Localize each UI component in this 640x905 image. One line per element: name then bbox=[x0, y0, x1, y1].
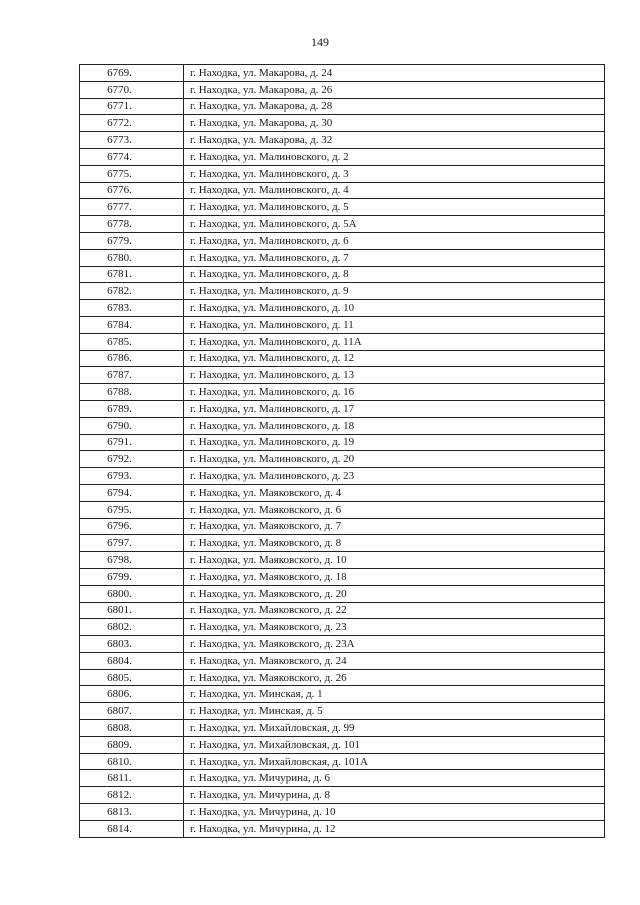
table-row bbox=[80, 484, 605, 501]
table-row bbox=[80, 115, 605, 132]
table-row bbox=[80, 703, 605, 720]
table-row bbox=[80, 232, 605, 249]
address-cell: г. Находка, ул. Малиновского, д. 10 bbox=[184, 300, 605, 317]
row-number-cell: 6785. bbox=[80, 333, 184, 350]
row-number-cell: 6788. bbox=[80, 384, 184, 401]
table-row bbox=[80, 669, 605, 686]
address-cell: г. Находка, ул. Малиновского, д. 23 bbox=[184, 468, 605, 485]
address-cell: г. Находка, ул. Минская, д. 5 bbox=[184, 703, 605, 720]
table-row bbox=[80, 552, 605, 569]
table-row bbox=[80, 652, 605, 669]
address-cell: г. Находка, ул. Михайловская, д. 101А bbox=[184, 753, 605, 770]
row-number-cell: 6809. bbox=[80, 736, 184, 753]
address-cell: г. Находка, ул. Мичурина, д. 12 bbox=[184, 820, 605, 837]
page-number: 149 bbox=[311, 35, 329, 49]
address-cell: г. Находка, ул. Михайловская, д. 99 bbox=[184, 720, 605, 737]
address-cell: г. Находка, ул. Малиновского, д. 4 bbox=[184, 182, 605, 199]
row-number-cell: 6793. bbox=[80, 468, 184, 485]
address-cell: г. Находка, ул. Малиновского, д. 5А bbox=[184, 216, 605, 233]
table-row bbox=[80, 804, 605, 821]
table-row bbox=[80, 770, 605, 787]
row-number-cell: 6799. bbox=[80, 568, 184, 585]
address-cell: г. Находка, ул. Малиновского, д. 13 bbox=[184, 367, 605, 384]
row-number-cell: 6787. bbox=[80, 367, 184, 384]
table-row bbox=[80, 820, 605, 837]
address-cell: г. Находка, ул. Маяковского, д. 23 bbox=[184, 619, 605, 636]
table-row bbox=[80, 199, 605, 216]
address-cell: г. Находка, ул. Малиновского, д. 11 bbox=[184, 316, 605, 333]
row-number-cell: 6803. bbox=[80, 636, 184, 653]
table-row bbox=[80, 283, 605, 300]
table-row bbox=[80, 266, 605, 283]
address-cell: г. Находка, ул. Малиновского, д. 2 bbox=[184, 148, 605, 165]
row-number-cell: 6795. bbox=[80, 501, 184, 518]
row-number-cell: 6807. bbox=[80, 703, 184, 720]
row-number-cell: 6769. bbox=[80, 65, 184, 82]
row-number-cell: 6797. bbox=[80, 535, 184, 552]
row-number-cell: 6770. bbox=[80, 81, 184, 98]
row-number-cell: 6800. bbox=[80, 585, 184, 602]
table-row bbox=[80, 535, 605, 552]
row-number-cell: 6786. bbox=[80, 350, 184, 367]
address-cell: г. Находка, ул. Маяковского, д. 4 bbox=[184, 484, 605, 501]
table-row bbox=[80, 81, 605, 98]
table-row bbox=[80, 367, 605, 384]
row-number-cell: 6778. bbox=[80, 216, 184, 233]
address-cell: г. Находка, ул. Маяковского, д. 22 bbox=[184, 602, 605, 619]
address-cell: г. Находка, ул. Малиновского, д. 9 bbox=[184, 283, 605, 300]
row-number-cell: 6801. bbox=[80, 602, 184, 619]
address-cell: г. Находка, ул. Макарова, д. 24 bbox=[184, 65, 605, 82]
table-row bbox=[80, 636, 605, 653]
row-number-cell: 6789. bbox=[80, 400, 184, 417]
address-cell: г. Находка, ул. Маяковского, д. 20 bbox=[184, 585, 605, 602]
address-cell: г. Находка, ул. Макарова, д. 28 bbox=[184, 98, 605, 115]
row-number-cell: 6790. bbox=[80, 417, 184, 434]
row-number-cell: 6780. bbox=[80, 249, 184, 266]
table-row bbox=[80, 316, 605, 333]
row-number-cell: 6796. bbox=[80, 518, 184, 535]
address-cell: г. Находка, ул. Малиновского, д. 6 bbox=[184, 232, 605, 249]
row-number-cell: 6798. bbox=[80, 552, 184, 569]
table-row bbox=[80, 468, 605, 485]
table-row bbox=[80, 333, 605, 350]
table-row bbox=[80, 300, 605, 317]
address-cell: г. Находка, ул. Мичурина, д. 10 bbox=[184, 804, 605, 821]
address-cell: г. Находка, ул. Малиновского, д. 7 bbox=[184, 249, 605, 266]
address-cell: г. Находка, ул. Маяковского, д. 7 bbox=[184, 518, 605, 535]
row-number-cell: 6782. bbox=[80, 283, 184, 300]
address-cell: г. Находка, ул. Маяковского, д. 8 bbox=[184, 535, 605, 552]
table-row bbox=[80, 787, 605, 804]
row-number-cell: 6777. bbox=[80, 199, 184, 216]
row-number-cell: 6781. bbox=[80, 266, 184, 283]
address-table bbox=[79, 64, 605, 838]
address-cell: г. Находка, ул. Макарова, д. 30 bbox=[184, 115, 605, 132]
address-cell: г. Находка, ул. Малиновского, д. 18 bbox=[184, 417, 605, 434]
address-cell: г. Находка, ул. Мичурина, д. 8 bbox=[184, 787, 605, 804]
row-number-cell: 6792. bbox=[80, 451, 184, 468]
row-number-cell: 6794. bbox=[80, 484, 184, 501]
row-number-cell: 6808. bbox=[80, 720, 184, 737]
row-number-cell: 6779. bbox=[80, 232, 184, 249]
address-cell: г. Находка, ул. Малиновского, д. 8 bbox=[184, 266, 605, 283]
table-row bbox=[80, 417, 605, 434]
table-row bbox=[80, 501, 605, 518]
table-row bbox=[80, 165, 605, 182]
table-row bbox=[80, 585, 605, 602]
table-row bbox=[80, 753, 605, 770]
table-row bbox=[80, 619, 605, 636]
address-cell: г. Находка, ул. Малиновского, д. 17 bbox=[184, 400, 605, 417]
address-cell: г. Находка, ул. Малиновского, д. 20 bbox=[184, 451, 605, 468]
row-number-cell: 6784. bbox=[80, 316, 184, 333]
address-cell: г. Находка, ул. Маяковского, д. 26 bbox=[184, 669, 605, 686]
address-table-body bbox=[80, 65, 605, 838]
address-cell: г. Находка, ул. Мичурина, д. 6 bbox=[184, 770, 605, 787]
row-number-cell: 6806. bbox=[80, 686, 184, 703]
address-cell: г. Находка, ул. Макарова, д. 32 bbox=[184, 132, 605, 149]
table-row bbox=[80, 736, 605, 753]
table-row bbox=[80, 518, 605, 535]
row-number-cell: 6811. bbox=[80, 770, 184, 787]
table-row bbox=[80, 65, 605, 82]
address-cell: г. Находка, ул. Малиновского, д. 12 bbox=[184, 350, 605, 367]
address-cell: г. Находка, ул. Макарова, д. 26 bbox=[184, 81, 605, 98]
row-number-cell: 6804. bbox=[80, 652, 184, 669]
address-cell: г. Находка, ул. Маяковского, д. 23А bbox=[184, 636, 605, 653]
row-number-cell: 6772. bbox=[80, 115, 184, 132]
address-cell: г. Находка, ул. Малиновского, д. 16 bbox=[184, 384, 605, 401]
row-number-cell: 6810. bbox=[80, 753, 184, 770]
row-number-cell: 6791. bbox=[80, 434, 184, 451]
table-row bbox=[80, 686, 605, 703]
address-cell: г. Находка, ул. Малиновского, д. 5 bbox=[184, 199, 605, 216]
table-row bbox=[80, 132, 605, 149]
row-number-cell: 6813. bbox=[80, 804, 184, 821]
table-row bbox=[80, 249, 605, 266]
table-row bbox=[80, 216, 605, 233]
address-cell: г. Находка, ул. Минская, д. 1 bbox=[184, 686, 605, 703]
table-row bbox=[80, 720, 605, 737]
row-number-cell: 6802. bbox=[80, 619, 184, 636]
table-row bbox=[80, 568, 605, 585]
row-number-cell: 6774. bbox=[80, 148, 184, 165]
row-number-cell: 6814. bbox=[80, 820, 184, 837]
row-number-cell: 6783. bbox=[80, 300, 184, 317]
table-row bbox=[80, 602, 605, 619]
table-row bbox=[80, 434, 605, 451]
address-cell: г. Находка, ул. Маяковского, д. 6 bbox=[184, 501, 605, 518]
table-row bbox=[80, 148, 605, 165]
table-row bbox=[80, 98, 605, 115]
table-row bbox=[80, 384, 605, 401]
address-cell: г. Находка, ул. Маяковского, д. 24 bbox=[184, 652, 605, 669]
address-cell: г. Находка, ул. Малиновского, д. 3 bbox=[184, 165, 605, 182]
address-cell: г. Находка, ул. Малиновского, д. 11А bbox=[184, 333, 605, 350]
row-number-cell: 6773. bbox=[80, 132, 184, 149]
table-row bbox=[80, 182, 605, 199]
table-row bbox=[80, 451, 605, 468]
table-row bbox=[80, 400, 605, 417]
table-row bbox=[80, 350, 605, 367]
row-number-cell: 6776. bbox=[80, 182, 184, 199]
address-cell: г. Находка, ул. Михайловская, д. 101 bbox=[184, 736, 605, 753]
row-number-cell: 6775. bbox=[80, 165, 184, 182]
address-cell: г. Находка, ул. Маяковского, д. 18 bbox=[184, 568, 605, 585]
address-cell: г. Находка, ул. Малиновского, д. 19 bbox=[184, 434, 605, 451]
row-number-cell: 6812. bbox=[80, 787, 184, 804]
row-number-cell: 6771. bbox=[80, 98, 184, 115]
row-number-cell: 6805. bbox=[80, 669, 184, 686]
address-cell: г. Находка, ул. Маяковского, д. 10 bbox=[184, 552, 605, 569]
